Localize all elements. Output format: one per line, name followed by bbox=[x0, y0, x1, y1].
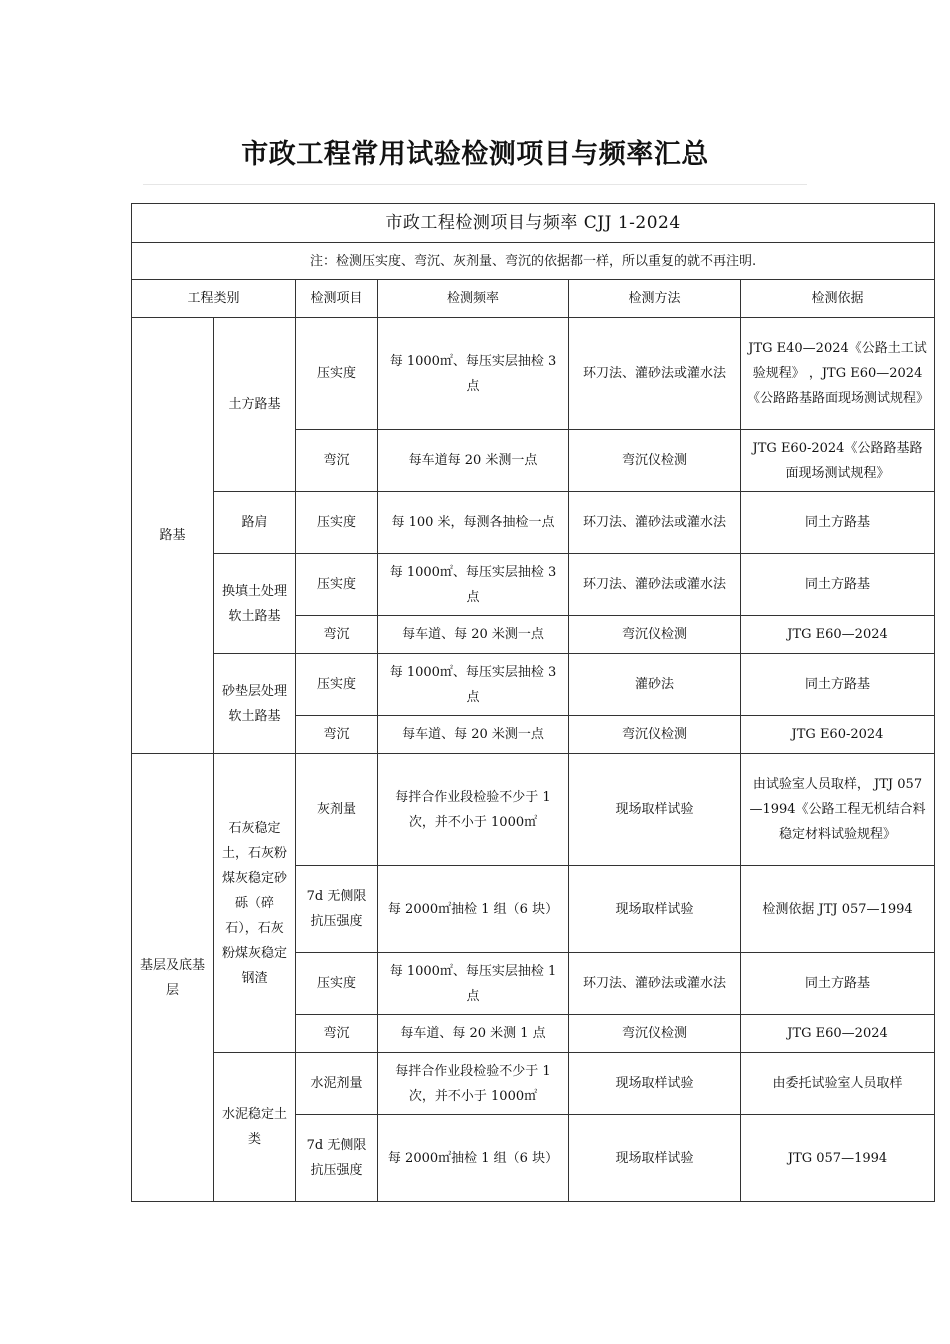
basis-cell: JTG E60—2024 bbox=[741, 1015, 935, 1053]
table-caption-row bbox=[132, 204, 935, 243]
category-roadbed: 路基 bbox=[132, 318, 214, 754]
method-cell: 弯沉仪检测 bbox=[569, 430, 741, 492]
frequency-cell: 每 1000㎡、每压实层抽检 3 点 bbox=[378, 318, 569, 430]
item-cell: 弯沉 bbox=[296, 716, 378, 754]
method-cell: 现场取样试验 bbox=[569, 754, 741, 866]
header-category: 工程类别 bbox=[132, 280, 296, 318]
method-cell: 现场取样试验 bbox=[569, 1053, 741, 1115]
item-cell: 压实度 bbox=[296, 953, 378, 1015]
frequency-cell: 每 2000㎡抽检 1 组（6 块） bbox=[378, 866, 569, 953]
basis-cell: 同土方路基 bbox=[741, 953, 935, 1015]
method-cell: 现场取样试验 bbox=[569, 866, 741, 953]
item-cell: 压实度 bbox=[296, 318, 378, 430]
frequency-cell: 每车道每 20 米测一点 bbox=[378, 430, 569, 492]
table-row bbox=[132, 654, 935, 716]
basis-cell: 同土方路基 bbox=[741, 554, 935, 616]
method-cell: 环刀法、灌砂法或灌水法 bbox=[569, 554, 741, 616]
basis-cell: 检测依据 JTJ 057—1994 bbox=[741, 866, 935, 953]
method-cell: 弯沉仪检测 bbox=[569, 616, 741, 654]
frequency-cell: 每车道、每 20 米测 1 点 bbox=[378, 1015, 569, 1053]
subcategory-replacement-soil: 换填土处理软土路基 bbox=[214, 554, 296, 654]
method-cell: 灌砂法 bbox=[569, 654, 741, 716]
method-cell: 环刀法、灌砂法或灌水法 bbox=[569, 318, 741, 430]
table-caption: 市政工程检测项目与频率 CJJ 1-2024 bbox=[132, 204, 935, 243]
table-header-row bbox=[132, 280, 935, 318]
basis-cell: 同土方路基 bbox=[741, 492, 935, 554]
header-method: 检测方法 bbox=[569, 280, 741, 318]
table-row bbox=[132, 754, 935, 866]
basis-cell: JTG E60—2024 bbox=[741, 616, 935, 654]
basis-cell: JTG E40—2024《公路土工试验规程》 ，JTG E60—2024《公路路基路面现场测试规程》 bbox=[741, 318, 935, 430]
frequency-cell: 每 1000㎡、每压实层抽检 3 点 bbox=[378, 554, 569, 616]
frequency-cell: 每拌合作业段检验不少于 1 次，并不小于 1000㎡ bbox=[378, 1053, 569, 1115]
frequency-cell: 每 100 米，每测各抽检一点 bbox=[378, 492, 569, 554]
item-cell: 压实度 bbox=[296, 554, 378, 616]
header-item: 检测项目 bbox=[296, 280, 378, 318]
subcategory-shoulder: 路肩 bbox=[214, 492, 296, 554]
document-title: 市政工程常用试验检测项目与频率汇总 bbox=[241, 139, 709, 170]
frequency-cell: 每 1000㎡、每压实层抽检 3 点 bbox=[378, 654, 569, 716]
basis-cell: 由委托试验室人员取样 bbox=[741, 1053, 935, 1115]
header-frequency: 检测频率 bbox=[378, 280, 569, 318]
subcategory-cement-stabilized: 水泥稳定土类 bbox=[214, 1053, 296, 1202]
item-cell: 7d 无侧限抗压强度 bbox=[296, 1115, 378, 1202]
subcategory-sand-cushion: 砂垫层处理软土路基 bbox=[214, 654, 296, 754]
basis-cell: JTG E60-2024 bbox=[741, 716, 935, 754]
frequency-cell: 每拌合作业段检验不少于 1 次，并不小于 1000㎡ bbox=[378, 754, 569, 866]
method-cell: 弯沉仪检测 bbox=[569, 716, 741, 754]
basis-cell: 由试验室人员取样， JTJ 057—1994《公路工程无机结合料稳定材料试验规程》 bbox=[741, 754, 935, 866]
item-cell: 水泥剂量 bbox=[296, 1053, 378, 1115]
table-row bbox=[132, 1053, 935, 1115]
item-cell: 弯沉 bbox=[296, 1015, 378, 1053]
frequency-cell: 每 1000㎡、每压实层抽检 1 点 bbox=[378, 953, 569, 1015]
item-cell: 压实度 bbox=[296, 654, 378, 716]
subcategory-earth-roadbed: 土方路基 bbox=[214, 318, 296, 492]
method-cell: 环刀法、灌砂法或灌水法 bbox=[569, 953, 741, 1015]
method-cell: 环刀法、灌砂法或灌水法 bbox=[569, 492, 741, 554]
basis-cell: JTG 057—1994 bbox=[741, 1115, 935, 1202]
item-cell: 压实度 bbox=[296, 492, 378, 554]
item-cell: 7d 无侧限抗压强度 bbox=[296, 866, 378, 953]
basis-cell: 同土方路基 bbox=[741, 654, 935, 716]
table-row bbox=[132, 492, 935, 554]
item-cell: 弯沉 bbox=[296, 430, 378, 492]
table-row bbox=[132, 318, 935, 430]
subcategory-lime-stabilized: 石灰稳定土，石灰粉煤灰稳定砂砾（碎石），石灰粉煤灰稳定钢渣 bbox=[214, 754, 296, 1053]
table-note-row bbox=[132, 243, 935, 280]
method-cell: 现场取样试验 bbox=[569, 1115, 741, 1202]
inspection-table bbox=[131, 203, 935, 1202]
item-cell: 灰剂量 bbox=[296, 754, 378, 866]
frequency-cell: 每车道、每 20 米测一点 bbox=[378, 616, 569, 654]
table-row bbox=[132, 554, 935, 616]
frequency-cell: 每车道、每 20 米测一点 bbox=[378, 716, 569, 754]
header-basis: 检测依据 bbox=[741, 280, 935, 318]
method-cell: 弯沉仪检测 bbox=[569, 1015, 741, 1053]
item-cell: 弯沉 bbox=[296, 616, 378, 654]
frequency-cell: 每 2000㎡抽检 1 组（6 块） bbox=[378, 1115, 569, 1202]
title-divider bbox=[143, 184, 807, 185]
table-note: 注：检测压实度、弯沉、灰剂量、弯沉的依据都一样，所以重复的就不再注明. bbox=[132, 243, 935, 280]
category-base-layer: 基层及底基层 bbox=[132, 754, 214, 1202]
basis-cell: JTG E60-2024《公路路基路面现场测试规程》 bbox=[741, 430, 935, 492]
